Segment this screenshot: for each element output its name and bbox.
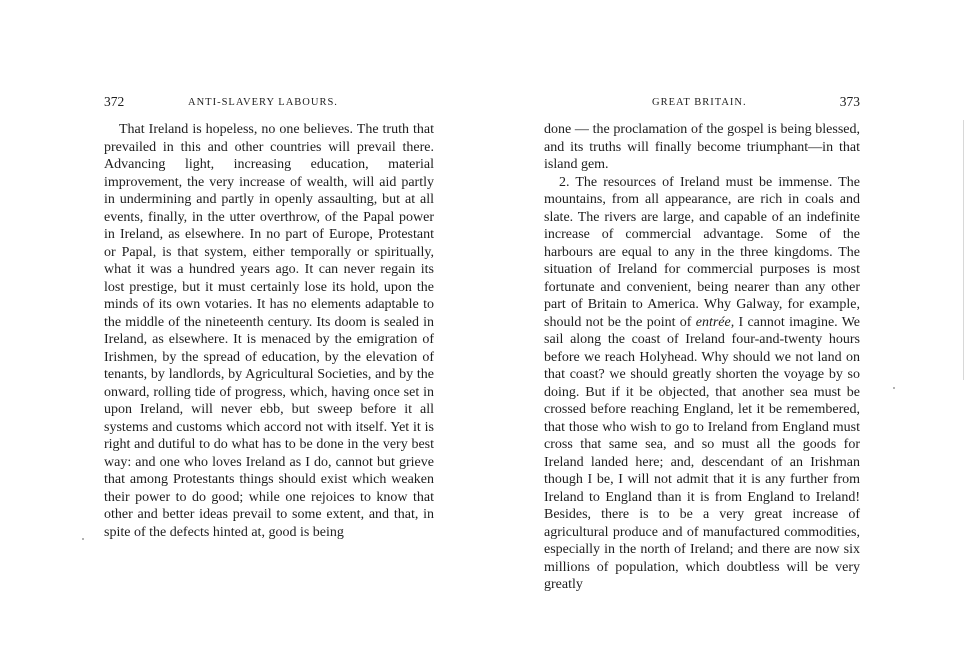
paragraph-resources [544, 174, 860, 594]
paper-speck [893, 387, 895, 389]
page-edge-mark [963, 120, 964, 380]
paragraph-continuation: done — the proclamation of the gospel is being blessed, and its truths will finally become triumphant—in that island gem. [544, 122, 860, 172]
running-head-left [104, 94, 434, 110]
right-page [490, 0, 980, 662]
body-text-right [544, 121, 860, 594]
running-title-left: ANTI-SLAVERY LABOURS. [188, 97, 338, 108]
running-head-right [544, 94, 860, 110]
body-text-left [104, 121, 434, 541]
paper-speck [82, 538, 84, 540]
resources-text-part-2: I cannot imagine. We sail along the coast of Ireland four-and-twenty hours before we reach Holyhead. Why should we not land on that coast? we should greatly shorten the voyage by so doing. But if it be objected, that another sea must be crossed before reaching England, let it be remembered, that those who wish to go to Ireland from England must cross that same sea, and so must all the goods for Ireland landed here; and, descendant of an Irishman though I be, I will not admit that it is any further from Ireland to England than it is from England to Ireland! Besides, there is to be a very great increase of agricultural produce and of manufactured commodities, especially in the north of Ireland; and there are now six millions of population, which doubtless will be very greatly [544, 314, 861, 592]
italic-entree: entrée, [695, 314, 735, 330]
paragraph-ireland-hopeless: That Ireland is hopeless, no one believes. The truth that prevailed in this and other countries will prevail there. Advancing light, increasing education, material improvement, the very increase of wealth, will aid partly in undermining and partly in openly assaulting, but at all events, finally, in the utter overthrow, of the Papal power in Ireland, as elsewhere. In no part of Europe, Protestant or Papal, is that system, either temporally or spiritually, what it was a hundred years ago. It can never regain its lost prestige, but it must certainly lose its hold, upon the minds of its own votaries. It has no elements adaptable to the middle of the nineteenth century. Its doom is sealed in Ireland, as elsewhere. It is menaced by the emigration of Irishmen, by the spread of education, by the elevation of tenants, by landlords, by Agricultural Societies, and by the onward, rolling tide of progress, which, having once set in upon Ireland, will never ebb, but sweep before it all systems and customs which accord not with itself. Yet it is right and dutiful to do what has to be done in the very best way: and one who loves Ireland as I do, cannot but grieve that among Protestants things should exist which weaken their power to do good; while one rejoices to know that other and better ideas prevail to some extent, and that, in spite of the defects hinted at, good is being [104, 122, 434, 540]
running-title-right: GREAT BRITAIN. [652, 97, 747, 108]
page-number-right: 373 [839, 94, 860, 109]
page-number-left: 372 [104, 94, 125, 109]
resources-text-part-1: 2. The resources of Ireland must be immense. The mountains, from all appearance, are rich in coals and slate. The rivers are large, and capable of an indefinite increase of commercial advantage. Some of the harbours are equal to any in the three kingdoms. The situation of Ireland for commercial purposes is most fortunate and convenient, being nearer than any other part of Britain to America. Why Galway, for example, should not be the point of [544, 174, 860, 330]
